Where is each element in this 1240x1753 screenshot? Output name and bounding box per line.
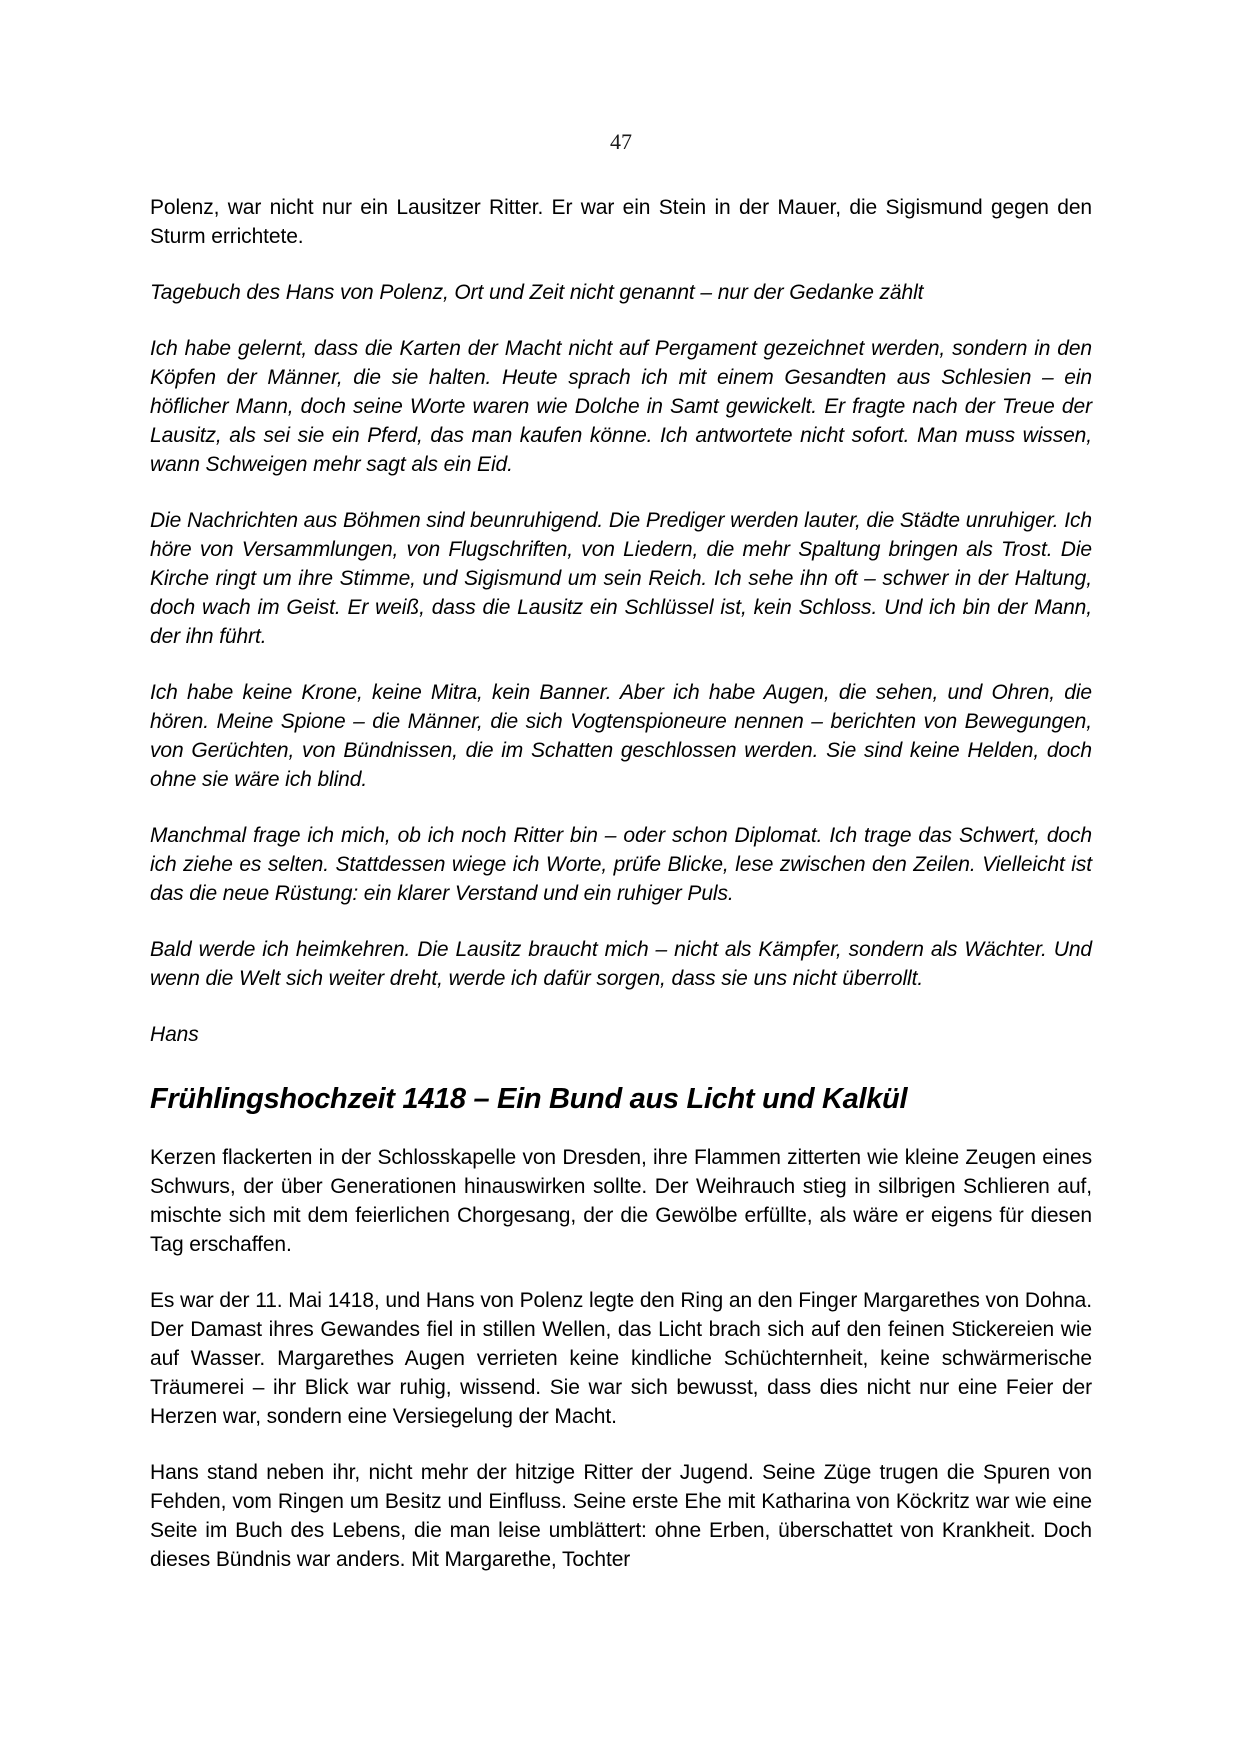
section-paragraph: Kerzen flackerten in der Schlosskapelle von Dresden, ihre Flammen zitterten wie kleine Zeugen eines Schwurs, der über Generationen hinauswirken sollte. Der Weihrauch stieg in silbrigen Schlieren auf, mischte sich mit dem feierlichen Chorgesang, der die Gewölbe erfüllte, als wäre er eigens für diesen Tag erschaffen.	[150, 1146, 1092, 1256]
diary-entry: Ich habe keine Krone, keine Mitra, kein Banner. Aber ich habe Augen, die sehen, und Ohren, die hören. Meine Spione – die Männer, die sich Vogtenspioneure nennen – berichten von Bewegungen, von Gerüchten, von Bündnissen, die im Schatten geschlossen werden. Sie sind keine Helden, doch ohne sie wäre ich blind.	[150, 681, 1092, 791]
diary-signature: Hans	[150, 1023, 199, 1046]
section-paragraph: Es war der 11. Mai 1418, und Hans von Polenz legte den Ring an den Finger Margarethes von Dohna. Der Damast ihres Gewandes fiel in stillen Wellen, das Licht brach sich auf den feinen Stickereien wie auf Wasser. Margarethes Augen verrieten keine kindliche Schüchternheit, keine schwärmerische Träumerei – ihr Blick war ruhig, wissend. Sie war sich bewusst, dass dies nicht nur eine Feier der Herzen war, sondern eine Versiegelung der Macht.	[150, 1289, 1092, 1428]
diary-entry: Bald werde ich heimkehren. Die Lausitz braucht mich – nicht als Kämpfer, sondern als Wächter. Und wenn die Welt sich weiter dreht, werde ich dafür sorgen, dass sie uns nicht überrollt.	[150, 938, 1092, 990]
diary-entry: Ich habe gelernt, dass die Karten der Macht nicht auf Pergament gezeichnet werden, sondern in den Köpfen der Männer, die sie halten. Heute sprach ich mit einem Gesandten aus Schlesien – ein höflicher Mann, doch seine Worte waren wie Dolche in Samt gewickelt. Er fragte nach der Treue der Lausitz, als sei sie ein Pferd, das man kaufen könne. Ich antwortete nicht sofort. Man muss wissen, wann Schweigen mehr sagt als ein Eid.	[150, 337, 1092, 476]
diary-caption: Tagebuch des Hans von Polenz, Ort und Zeit nicht genannt – nur der Gedanke zählt	[150, 281, 924, 304]
page-number: 47	[610, 129, 632, 154]
page-content	[150, 193, 1092, 1574]
diary-entry: Manchmal frage ich mich, ob ich noch Ritter bin – oder schon Diplomat. Ich trage das Schwert, doch ich ziehe es selten. Stattdessen wiege ich Worte, prüfe Blicke, lese zwischen den Zeilen. Vielleicht ist das die neue Rüstung: ein klarer Verstand und ein ruhiger Puls.	[150, 824, 1092, 905]
intro-paragraph: Polenz, war nicht nur ein Lausitzer Ritter. Er war ein Stein in der Mauer, die Sigismund gegen den Sturm errichtete.	[150, 196, 1092, 248]
section-heading: Frühlingshochzeit 1418 – Ein Bund aus Licht und Kalkül	[150, 1083, 908, 1115]
section-paragraph: Hans stand neben ihr, nicht mehr der hitzige Ritter der Jugend. Seine Züge trugen die Spuren von Fehden, vom Ringen um Besitz und Einfluss. Seine erste Ehe mit Katharina von Köckritz war wie eine Seite im Buch des Lebens, die man leise umblättert: ohne Erben, überschattet von Krankheit. Doch dieses Bündnis war anders. Mit Margarethe, Tochter	[150, 1461, 1092, 1571]
diary-entry: Die Nachrichten aus Böhmen sind beunruhigend. Die Prediger werden lauter, die Städte unruhiger. Ich höre von Versammlungen, von Flugschriften, von Liedern, die mehr Spaltung bringen als Trost. Die Kirche ringt um ihre Stimme, und Sigismund um sein Reich. Ich sehe ihn oft – schwer in der Haltung, doch wach im Geist. Er weiß, dass die Lausitz ein Schlüssel ist, kein Schloss. Und ich bin der Mann, der ihn führt.	[150, 509, 1092, 648]
